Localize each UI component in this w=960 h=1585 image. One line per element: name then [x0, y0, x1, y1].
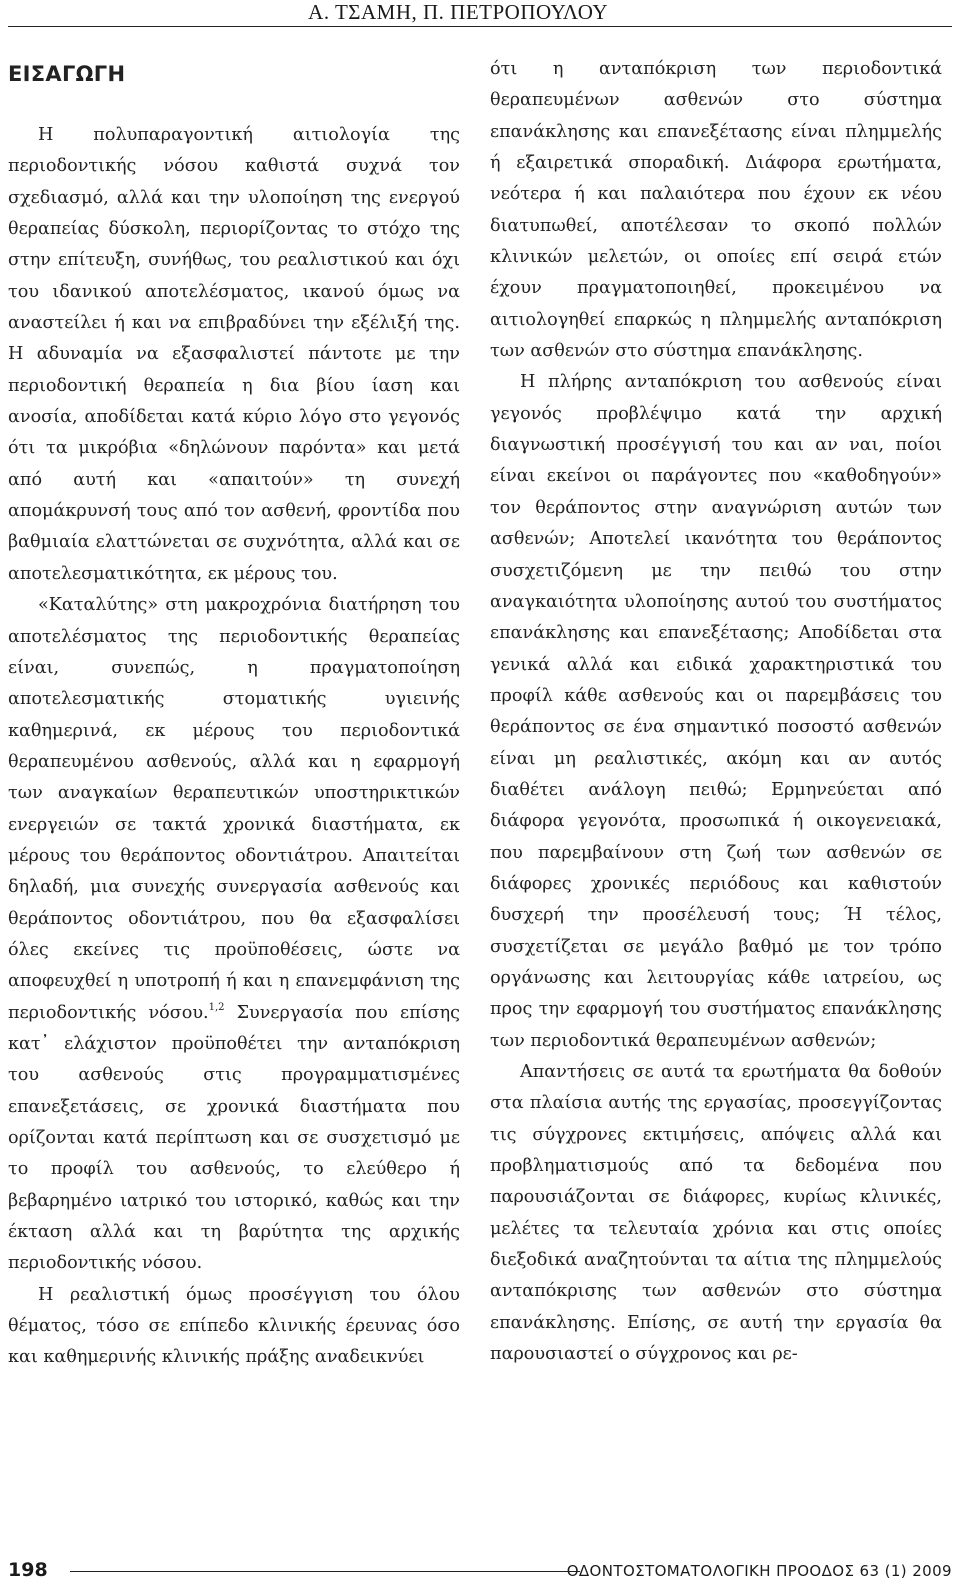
paragraph: Η πολυπαραγοντική αιτιολογία της περιοδοντικής νόσου καθιστά συχνά τον σχεδιασμό, αλλά και την υλοποίηση της ενεργού θεραπείας δύσκολη, περιορίζοντας το στόχο της στην επίτευξη, συνήθως, του ρεαλιστικού και όχι του ιδανικού αποτελέσματος, ικανού όμως να αναστείλει ή και να επιβραδύνει την εξέλιξή της. Η αδυναμία να εξασφαλιστεί πάντοτε με την περιοδοντική θεραπεία η δια βίου ίαση και ανοσία, αποδίδεται κατά κύριο λόγο στο γεγονός ότι τα μικρόβια «δηλώνουν παρόντα» και μετά από αυτή και «απαιτούν» τη συνεχή απομάκρυνσή τους από τον ασθενή, φροντίδα που βαθμιαία ελαττώνεται σε συχνότητα, αλλά και σε αποτελεσματικότητα, εκ μέρους του.: [8, 125, 460, 584]
section-heading: ΕΙΣΑΓΩΓΗ: [8, 62, 126, 86]
paragraph: Απαντήσεις σε αυτά τα ερωτήματα θα δοθούν στα πλαίσια αυτής της εργασίας, προσεγγίζοντας τις σύγχρονες εκτιμήσεις, απόψεις αλλά και προβληματισμούς από τα δεδομένα που παρουσιάζονται σε διάφορες, κυρίως κλινικές, μελέτες τα τελευταία χρόνια και στις οποίες διεξοδικά αναζητούνται τα αίτια της πλημμελούς ανταπόκρισης των ασθενών στο σύστημα επανάκλησης. Επίσης, σε αυτή την εργασία θα παρουσιαστεί ο σύγχρονος και ρε-: [490, 1062, 942, 1365]
left-column: [8, 48, 460, 1374]
header-rule: [8, 26, 952, 27]
page-number: 198: [8, 1559, 48, 1581]
page-footer: [8, 1558, 952, 1582]
running-header-authors: Α. ΤΣΑΜΗ, Π. ΠΕΤΡΟΠΟΥΛΟΥ: [308, 0, 608, 24]
citation-reference: 1,2: [208, 1001, 225, 1013]
paragraph: Η πλήρης ανταπόκριση του ασθενούς είναι γεγονός προβλέψιμο κατά την αρχική διαγνωστική προσέγγισή του και αν ναι, ποίοι είναι εκείνοι οι παράγοντες που «καθοδηγούν» τον θεράποντος στην αναγνώριση αυτών των ασθενών; Αποτελεί ικανότητα του θεράποντος συσχετιζόμενη με την πειθώ του στην αναγκαιότητα υλοποίησης αυτού του συστήματος επανάκλησης και επανεξέτασης; Αποδίδεται στα γενικά αλλά και ειδικά χαρακτηριστικά του προφίλ κάθε ασθενούς και οι παρεμβάσεις του θεράποντος σε ένα σημαντικό ποσοστό ασθενών είναι μη ρεαλιστικές, ακόμη και αν αυτός διαθέτει ανάλογη πειθώ; Ερμηνεύεται από διάφορα γεγονότα, προσωπικά ή οικογενειακά, που παρεμβαίνουν στη ζωή των ασθενών σε διάφορες χρονικές περιόδους και καθιστούν δυσχερή την προσέλευσή τους; Ή τέλος, συσχετίζεται σε μεγάλο βαθμό με τον τρόπο οργάνωσης και λειτουργίας κάθε ιατρείου, ως προς την εφαρμογή του συστήματος επανάκλησης των περιοδοντικά θεραπευμένων ασθενών;: [490, 372, 942, 1051]
paragraph: ότι η ανταπόκριση των περιοδοντικά θεραπευμένων ασθενών στο σύστημα επανάκλησης και επανεξέτασης είναι πλημμελής ή εξαιρετικά σποραδική. Διάφορα ερωτήματα, νεότερα ή και παλαιότερα που έχουν εκ νέου διατυπωθεί, αποτέλεσαν το σκοπό πολλών κλινικών μελετών, οι οποίες επί σειρά ετών έχουν πραγματοποιηθεί, προκειμένου να αιτιολογηθεί επαρκώς η πλημμελής ανταπόκριση των ασθενών στο σύστημα επανάκλησης.: [490, 59, 942, 362]
paragraph: Η ρεαλιστική όμως προσέγγιση του όλου θέματος, τόσο σε επίπεδο κλινικής έρευνας όσο και καθημερινής κλινικής πράξης αναδεικνύει: [8, 1284, 460, 1368]
footer-rule: [70, 1571, 580, 1572]
paragraph-text: «Καταλύτης» στη μακροχρόνια διατήρηση του αποτελέσματος της περιοδοντικής θεραπείας είναι, συνεπώς, η πραγματοποίηση αποτελεσματικής στοματικής υγιεινής καθημερινά, εκ μέρους του περιοδοντικά θεραπευμένου ασθενούς, αλλά και η εφαρμογή των αναγκαίων θεραπευτικών υποστηρικτικών ενεργειών σε τακτά χρονικά διαστήματα, εκ μέρους του θεράποντος οδοντιάτρου. Απαιτείται δηλαδή, μια συνεχής συνεργασία ασθενούς και θεράποντος οδοντιάτρου, που θα εξασφαλίσει όλες εκείνες τις προϋποθέσεις, ώστε να αποφευχθεί η υποτροπή ή και η επανεμφάνιση της περιοδοντικής νόσου.: [8, 595, 460, 1023]
paragraph: [8, 590, 460, 1280]
right-column: [490, 54, 942, 1370]
journal-citation: ΟΔΟΝΤΟΣΤΟΜΑΤΟΛΟΓΙΚΗ ΠΡΟΟΔΟΣ 63 (1) 2009: [566, 1562, 952, 1580]
paragraph-text: Συνεργασία που επίσης κατ᾽ ελάχιστον προϋποθέτει την ανταπόκριση του ασθενούς στις προγραμματισμένες επανεξετάσεις, σε χρονικά διαστήματα που ορίζονται κατά περίπτωση και σε συσχετισμό με το προφίλ του ασθενούς, το ελεύθερο ή βεβαρημένο ιατρικό του ιστορικό, καθώς και την έκταση αλλά και τη βαρύτητα της αρχικής περιοδοντικής νόσου.: [8, 1002, 460, 1274]
